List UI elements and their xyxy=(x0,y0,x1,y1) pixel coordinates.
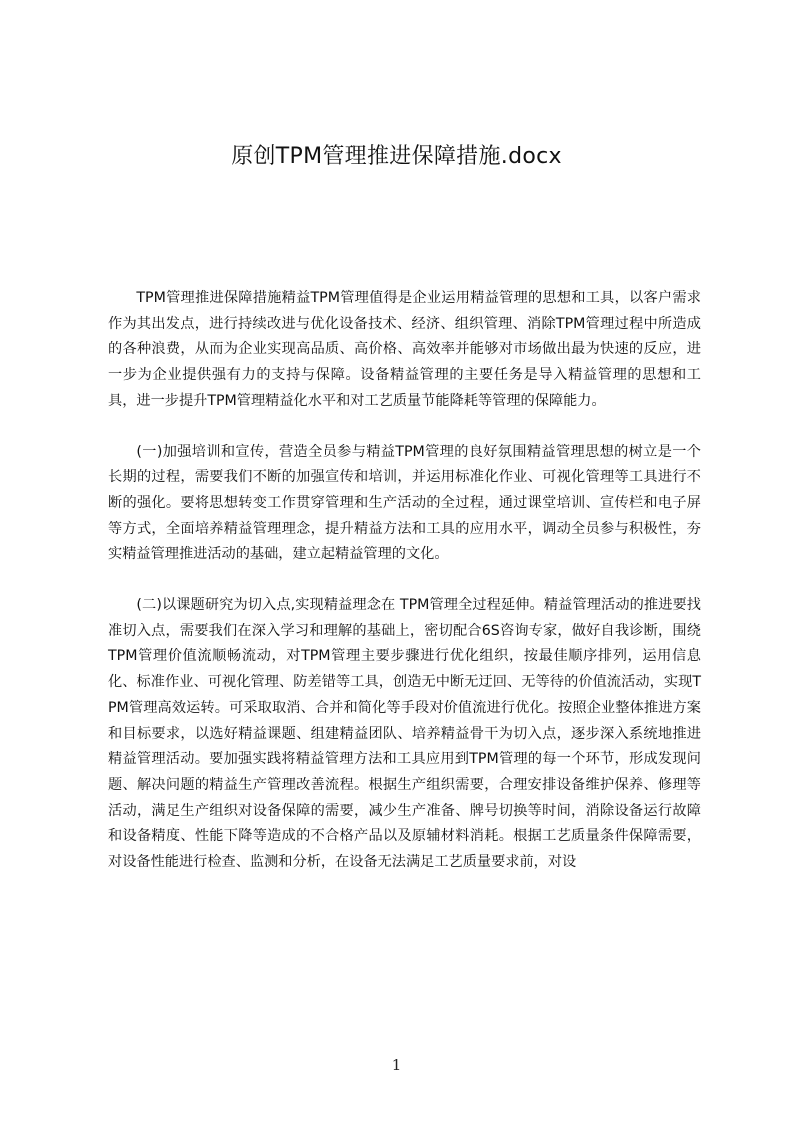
document-title: 原创TPM管理推进保障措施.docx xyxy=(231,144,562,169)
page-number: 1 xyxy=(391,1056,402,1074)
paragraph-intro: TPM管理推进保障措施精益TPM管理值得是企业运用精益管理的思想和工具，以客户需求作为其出发点，进行持续改进与优化设备技术、经济、组织管理、消除TPM管理过程中所造成的各种浪费，从而为企业实现高品质、高价格、高效率并能够对市场做出最为快速的反应，进一步为企业提供强有力的支持与保障。设备精益管理的主要任务是导入精益管理的思想和工具，进一步提升TPM管理精益化水平和对工艺质量节能降耗等管理的保障能力。 xyxy=(108,290,701,409)
paragraph-section-1: (一)加强培训和宣传，营造全员参与精益TPM管理的良好氛围精益管理思想的树立是一个长期的过程，需要我们不断的加强宣传和培训，并运用标准化作业、可视化管理等工具进行不断的强化。要将思想转变工作贯穿管理和生产活动的全过程，通过课堂培训、宣传栏和电子屏等方式，全面培养精益管理理念，提升精益方法和工具的应用水平，调动全员参与积极性，夯实精益管理推进活动的基础，建立起精益管理的文化。 xyxy=(108,443,701,563)
document-body xyxy=(108,286,701,901)
paragraph-section-2: (二)以课题研究为切入点,实现精益理念在 TPM管理全过程延伸。精益管理活动的推进要找准切入点，需要我们在深入学习和理解的基础上，密切配合6S咨询专家，做好自我诊断，围绕TPM管理价值流顺畅流动，对TPM管理主要步骤进行优化组织，按最佳顺序排列，运用信息化、标准作业、可视化管理、防差错等工具，创造无中断无迂回、无等待的价值流活动，实现TPM管理高效运转。可采取取消、合并和简化等手段对价值流进行优化。按照企业整体推进方案和目标要求，以选好精益课题、组建精益团队、培养精益骨干为切入点，逐步深入系统地推进精益管理活动。要加强实践将精益管理方法和工具应用到TPM管理的每一个环节，形成发现问题、解决问题的精益生产管理改善流程。根据生产组织需要，合理安排设备维护保养、修理等活动，满足生产组织对设备保障的需要，减少生产准备、牌号切换等时间，消除设备运行故障和设备精度、性能下降等造成的不合格产品以及原辅材料消耗。根据工艺质量条件保障需要，对设备性能进行检查、监测和分析，在设备无法满足工艺质量要求前，对设 xyxy=(108,597,701,871)
